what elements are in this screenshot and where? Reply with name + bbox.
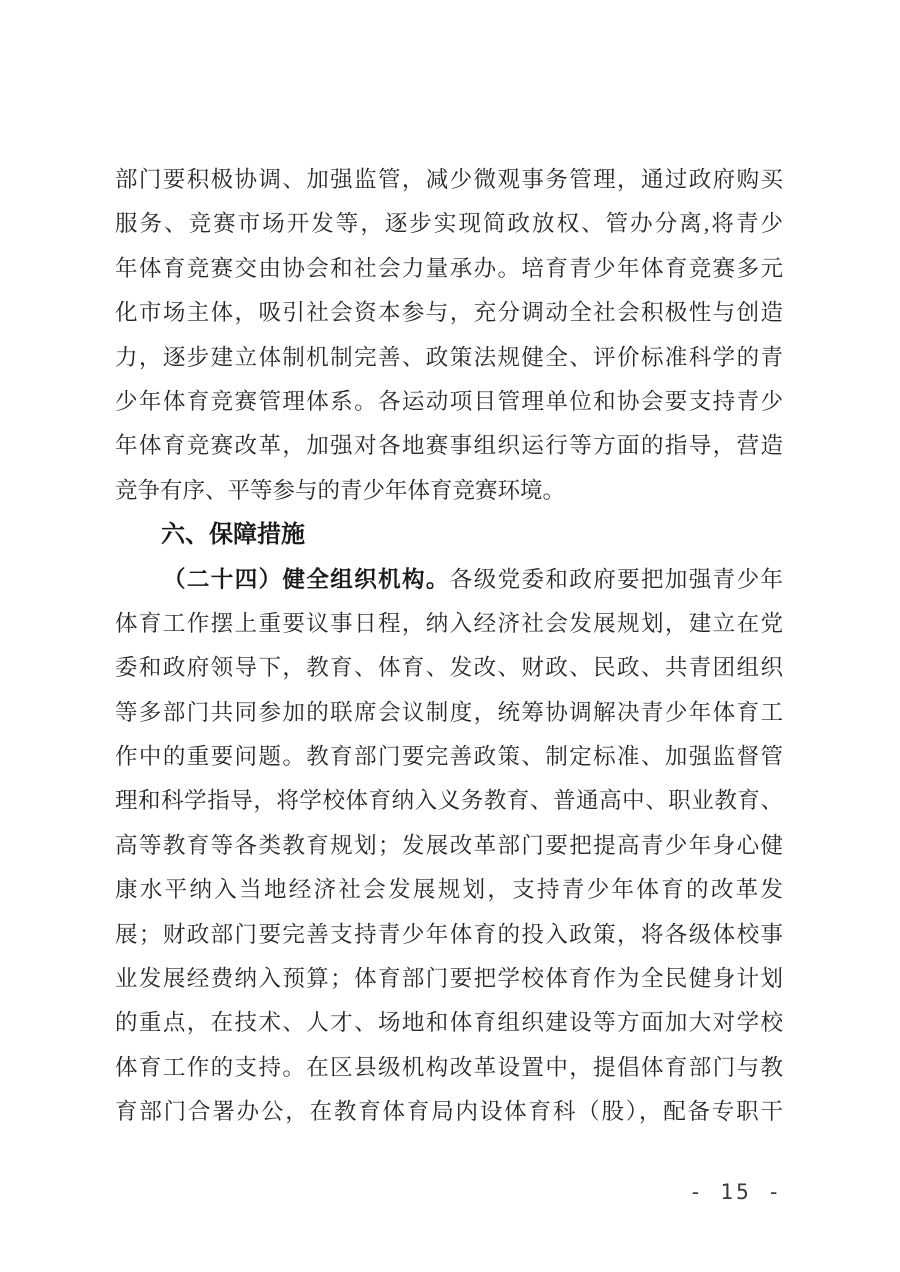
text-line: 年体育竞赛交由协会和社会力量承办。培育青少年体育竞赛多元 [115,255,783,281]
text-line: 体育工作摆上重要议事日程，纳入经济社会发展规划，建立在党 [115,610,783,636]
text-line: 力，逐步建立体制机制完善、政策法规健全、评价标准科学的青 [115,344,783,370]
clause-24-body [115,602,783,1135]
document-body [115,158,783,1135]
text-line: 理和科学指导，将学校体育纳入义务教育、普通高中、职业教育、 [115,788,783,814]
clause-24-first-line [115,558,783,602]
text-line: 部门要积极协调、加强监管，减少微观事务管理，通过政府购买 [115,167,783,192]
text-line: 业发展经费纳入预算；体育部门要把学校体育作为全民健身计划 [115,966,783,992]
clause-24-title: （二十四）健全组织机构。 [163,566,450,592]
text-line: 展；财政部门要完善支持青少年体育的投入政策，将各级体校事 [115,921,783,947]
text-line: 等多部门共同参加的联席会议制度，统筹协调解决青少年体育工 [115,699,783,725]
text-line: 年体育竞赛改革，加强对各地赛事组织运行等方面的指导，营造 [115,433,783,459]
clause-24-first-line-text: 各级党委和政府要把加强青少年 [449,566,783,592]
page-number: - 15 - [689,1180,783,1204]
paragraph-continuation [115,158,783,513]
text-line: 体育工作的支持。在区县级机构改革设置中，提倡体育部门与教 [115,1054,783,1080]
section-heading: 六、保障措施 [161,521,305,549]
text-line: 竞争有序、平等参与的青少年体育竞赛环境。 [115,477,566,503]
text-line: 服务、竞赛市场开发等，逐步实现简政放权、管办分离,将青少 [115,211,783,237]
text-line: 的重点，在技术、人才、场地和体育组织建设等方面加大对学校 [115,1010,783,1036]
text-line: 作中的重要问题。教育部门要完善政策、制定标准、加强监督管 [115,744,783,770]
text-line: 育部门合署办公，在教育体育局内设体育科（股），配备专职干 [115,1099,783,1125]
text-line: 委和政府领导下，教育、体育、发改、财政、民政、共青团组织 [115,655,783,681]
text-line: 高等教育等各类教育规划；发展改革部门要把提高青少年身心健 [115,832,783,858]
text-line: 化市场主体，吸引社会资本参与，充分调动全社会积极性与创造 [115,300,783,326]
text-line: 康水平纳入当地经济社会发展规划，支持青少年体育的改革发 [115,877,783,903]
text-line: 少年体育竞赛管理体系。各运动项目管理单位和协会要支持青少 [115,388,783,414]
